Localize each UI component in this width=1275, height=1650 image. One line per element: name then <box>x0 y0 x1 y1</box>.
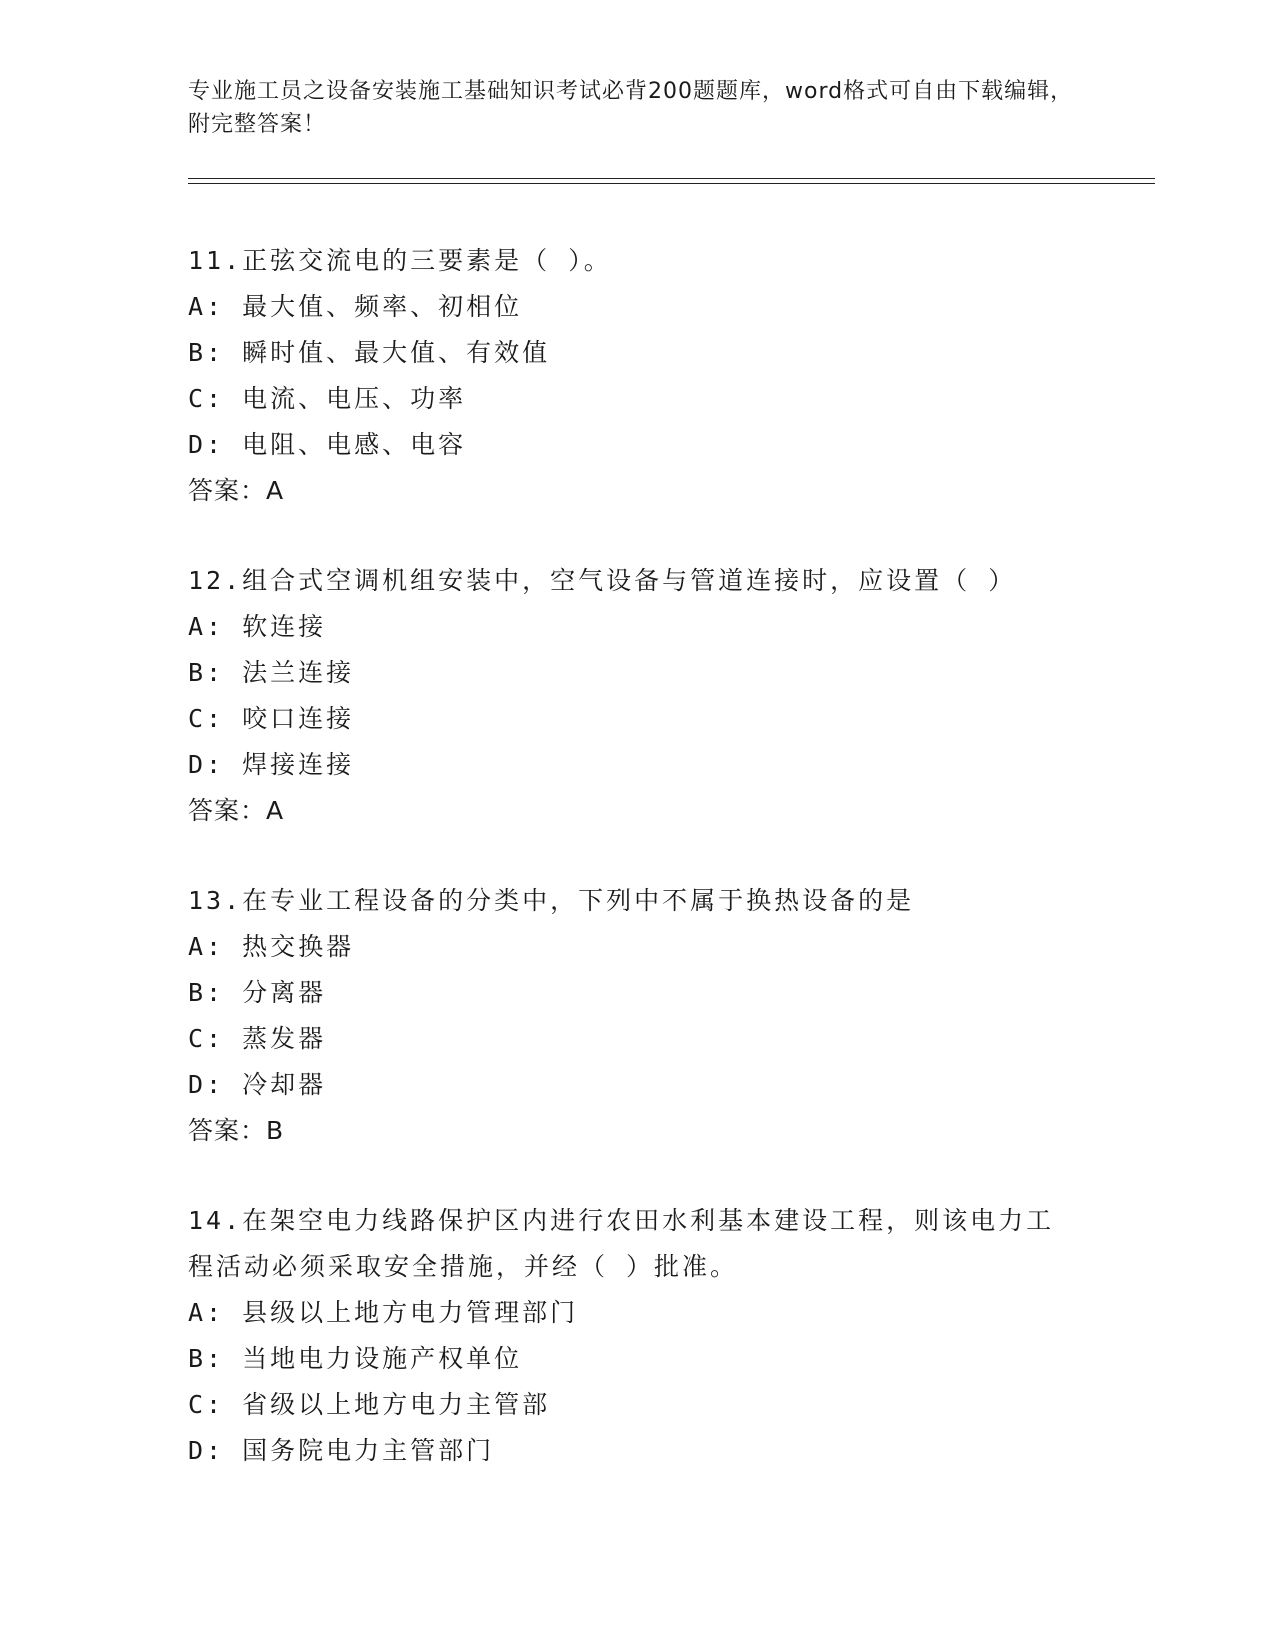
answer-line: 答案：A <box>188 796 285 825</box>
question-item <box>188 238 1088 514</box>
option-a: A: 热交换器 <box>188 932 355 961</box>
option-c: C: 咬口连接 <box>188 704 355 733</box>
document-header: 专业施工员之设备安装施工基础知识考试必背200题题库，word格式可自由下载编辑，附完整答案！ <box>188 79 1074 137</box>
question-item <box>188 558 1088 834</box>
option-a: A: 最大值、频率、初相位 <box>188 292 523 321</box>
option-d: D: 电阻、电感、电容 <box>188 430 467 459</box>
option-b: B: 分离器 <box>188 978 327 1007</box>
option-b: B: 当地电力设施产权单位 <box>188 1344 523 1373</box>
option-c: C: 省级以上地方电力主管部 <box>188 1390 551 1419</box>
question-list <box>188 238 1088 1518</box>
option-c: C: 电流、电压、功率 <box>188 384 467 413</box>
option-b: B: 法兰连接 <box>188 658 355 687</box>
question-item <box>188 878 1088 1154</box>
option-c: C: 蒸发器 <box>188 1024 327 1053</box>
question-stem: 14.在架空电力线路保护区内进行农田水利基本建设工程，则该电力工程活动必须采取安全措施，并经（ ）批准。 <box>188 1206 1055 1281</box>
question-stem: 11.正弦交流电的三要素是（ ）。 <box>188 246 612 275</box>
question-stem: 12.组合式空调机组安装中，空气设备与管道连接时，应设置（ ） <box>188 566 1017 595</box>
option-d: D: 焊接连接 <box>188 750 355 779</box>
answer-line: 答案：B <box>188 1116 285 1145</box>
option-d: D: 冷却器 <box>188 1070 327 1099</box>
option-b: B: 瞬时值、最大值、有效值 <box>188 338 551 367</box>
option-d: D: 国务院电力主管部门 <box>188 1436 495 1465</box>
question-stem: 13.在专业工程设备的分类中，下列中不属于换热设备的是 <box>188 886 915 915</box>
question-item <box>188 1198 1088 1474</box>
option-a: A: 软连接 <box>188 612 327 641</box>
header-divider-top <box>188 178 1155 179</box>
option-a: A: 县级以上地方电力管理部门 <box>188 1298 579 1327</box>
header-divider-bottom <box>188 183 1155 184</box>
answer-line: 答案：A <box>188 476 285 505</box>
